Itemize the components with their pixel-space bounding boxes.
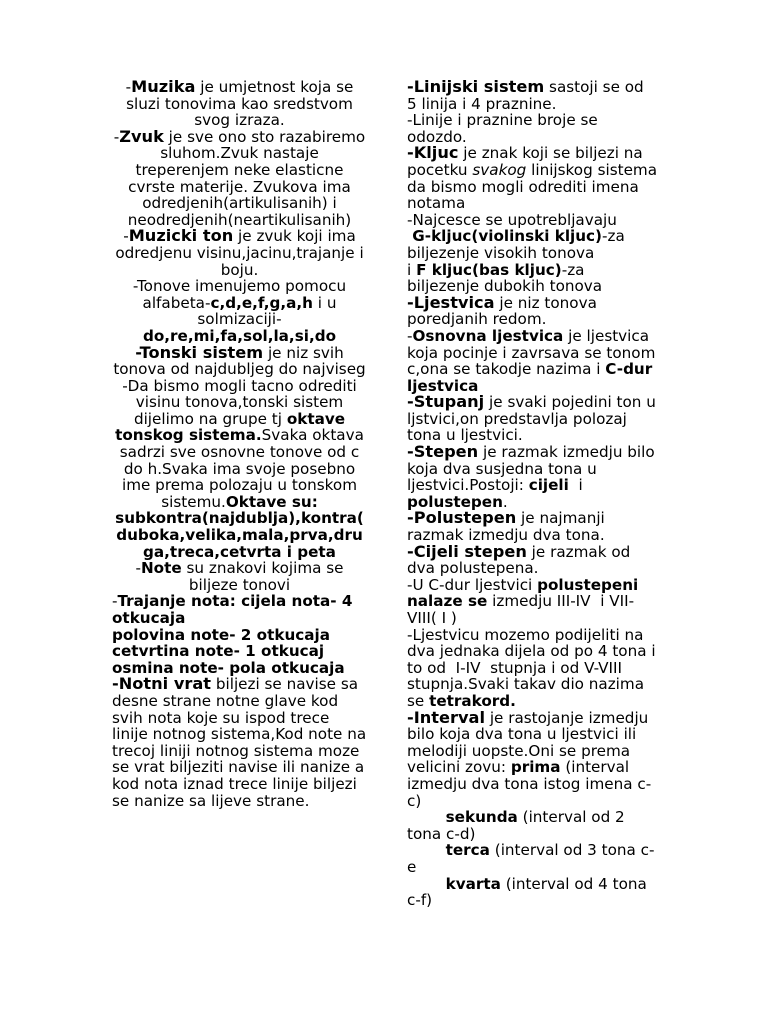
paragraph [407, 510, 657, 543]
text-run [407, 841, 446, 859]
paragraph [112, 643, 367, 660]
paragraph [407, 326, 661, 395]
bold-text: Oktave su: subkontra(najdublja),kontra(duboka,velika,mala,prva,druga,treca,cetvrta i peta [115, 492, 364, 561]
bold-text: cetvrtina note- 1 otkucaj [112, 642, 325, 661]
text-run: - [407, 326, 413, 345]
text-run: biljezi se navise sa desne strane notne glave kod svih nota koje su ispod trece linije notnog sistema,Kod note na trecoj liniji notnog sistema moze se vrat biljeziti navise ili nanize a kod nota iznad trece linije biljezi se nanize sa lijeve strane. [112, 675, 371, 810]
text-run: linijskog sistema da bismo mogli odrediti imena notama [407, 160, 662, 213]
text-run: i [407, 260, 417, 279]
right-column [407, 77, 662, 910]
paragraph [407, 442, 660, 511]
paragraph [112, 593, 367, 626]
text-run: je najmanji razmak izmedju dva tona. [407, 509, 610, 545]
text-run: -Linije i praznine broje se odozdo. [407, 111, 603, 146]
left-column [112, 77, 371, 810]
bold-text: polustepen [407, 492, 503, 511]
bold-text: Muzika [131, 77, 196, 96]
paragraph [407, 212, 657, 229]
text-run: (interval od 2 tona c-d) [407, 808, 630, 843]
text-run: je niz tonova poredjanih redom. [407, 293, 602, 329]
text-run: je ljestvica koja pocinje i zavrsava se tonom c,ona se takodje nazima i [407, 326, 661, 379]
text-run: su znakovi kojima se biljeze tonovi [181, 559, 349, 594]
paragraph [407, 228, 657, 261]
paragraph [407, 112, 657, 145]
paragraph [112, 627, 367, 644]
bold-text: -Interval [407, 707, 485, 727]
paragraph [407, 842, 657, 875]
paragraph [112, 674, 371, 810]
bold-text: do,re,mi,fa,sol,la,si,do [142, 326, 337, 345]
bold-text: -Polustepen [407, 508, 517, 528]
paragraph [407, 577, 657, 627]
text-run: (interval od 4 tona c-f) [407, 874, 652, 910]
bold-text: osmina note- pola otkucaja [112, 658, 345, 677]
bold-text: G-kljuc(violinski kljuc) [407, 227, 602, 246]
text-run: je zvuk koji ima odredjenu visinu,jacinu,trajanje i boju. [115, 227, 369, 279]
bold-text: Zvuk [119, 126, 164, 146]
paragraph [112, 278, 367, 328]
paragraph [407, 625, 661, 710]
bold-text: -Linijski sistem [407, 77, 545, 96]
text-run: je znak koji se biljezi na pocetku [407, 144, 648, 179]
paragraph [112, 228, 367, 278]
text-run: -za biljezenje visokih tonova [407, 227, 630, 262]
text-run: -Najcesce se upotrebljavaju [407, 210, 617, 229]
paragraph [407, 292, 657, 329]
paragraph [112, 560, 367, 593]
text-run: je razmak od dva polustepena. [407, 542, 636, 578]
bold-text: tetrakord. [429, 691, 516, 710]
text-run: je rastojanje izmedju bilo koja dva tona u ljestvici ili melodiji uopste.Oni se prema velicini zovu: [407, 708, 654, 777]
text-run: izmedju III-IV i VII-VIII( I ) [407, 592, 635, 627]
text-run: je niz svih tonova od najdubljeg do najviseg [113, 343, 366, 379]
bold-text: polustepeni nalaze se [407, 575, 644, 611]
paragraph [112, 342, 367, 379]
text-run: je umjetnost koja se sluzi tonovima kao sredstvom svog izraza. [126, 78, 359, 130]
paragraph [407, 876, 657, 909]
bold-text: -Kljuc [407, 143, 459, 163]
italic-text: svakog [472, 160, 527, 179]
text-run: -Ljestvicu mozemo podijeliti na dva jednaka dijela od po 4 tona i to od I-IV stupnja i od V-VIII stupnja.Svaki takav dio nazima se [407, 625, 661, 710]
paragraph [112, 79, 367, 129]
paragraph [407, 262, 657, 295]
bold-text: terca [445, 841, 490, 860]
bold-text: Muzicki ton [128, 226, 234, 246]
bold-text: Trajanje nota: cijela nota- 4 otkucaja [112, 592, 358, 627]
bold-text: Osnovna ljestvica [412, 326, 564, 345]
text-run: -U C-dur ljestvici [407, 575, 538, 594]
bold-text: sekunda [445, 808, 518, 827]
bold-text: kvarta [445, 874, 501, 893]
paragraph [407, 143, 662, 213]
text-run: i u solmizaciji- [197, 293, 342, 329]
bold-text: C-dur ljestvica [407, 360, 658, 395]
bold-text: -Tonski sistem [135, 342, 264, 362]
text-run: -za biljezenje dubokih tonova [407, 260, 603, 296]
text-run: (interval izmedju dva tona istog imena c-c) [407, 758, 652, 810]
bold-text: polovina note- 2 otkucaja [112, 625, 330, 644]
bold-text: F kljuc(bas kljuc) [416, 260, 562, 279]
paragraph [112, 378, 367, 561]
text-run: i [568, 476, 588, 495]
bold-text: oktave tonskog sistema. [115, 409, 351, 445]
bold-text: cijeli [528, 476, 569, 495]
text-run [407, 808, 446, 826]
text-run: Svaka oktava sadrzi sve osnovne tonove od c do h.Svaka ima svoje posebno ime prema polozaju u tonskom sistemu. [119, 426, 369, 511]
text-run: (interval od 3 tona c-e [407, 841, 655, 876]
bold-text: -Stupanj [407, 392, 485, 412]
text-run: -Da bismo mogli tacno odrediti visinu tonova,tonski sistem dijelimo na grupe tj [122, 376, 362, 428]
bold-text: -Cijeli stepen [407, 541, 527, 561]
text-run: je svaki pojedini ton u ljstvici,on predstavlja polozaj tona u ljestvici. [407, 393, 661, 445]
text-run: - [123, 227, 129, 246]
text-run [407, 875, 446, 893]
paragraph [112, 126, 371, 229]
paragraph [407, 392, 661, 445]
text-run: je razmak izmedju bilo koja dva susjedna tona u ljestvici.Postoji: [407, 443, 660, 495]
text-run: je sve ono sto razabiremo sluhom.Zvuk nastaje treperenjem neke elasticne cvrste materije. Zvukova ima odredjenih(artikulisanih) i neodredjenih(neartikulisanih) [127, 127, 371, 229]
paragraph [407, 809, 657, 842]
text-run: sastoji se od 5 linija i 4 praznine. [407, 78, 649, 113]
paragraph [407, 541, 657, 578]
bold-text: -Stepen [407, 442, 479, 462]
bold-text: -Notni vrat [112, 674, 212, 694]
text-run: . [502, 492, 508, 511]
paragraph [407, 707, 657, 810]
text-run: - [135, 559, 141, 578]
text-run: - [112, 592, 118, 611]
paragraph [407, 79, 657, 112]
text-run: - [113, 127, 120, 146]
bold-text: -Ljestvica [407, 292, 495, 312]
bold-text: Note [140, 559, 182, 578]
bold-text: c,d,e,f,g,a,h [210, 293, 313, 312]
text-run: - [125, 78, 132, 96]
bold-text: prima [510, 758, 561, 777]
text-run: -Tonove imenujemo pomocu alfabeta- [132, 277, 351, 312]
